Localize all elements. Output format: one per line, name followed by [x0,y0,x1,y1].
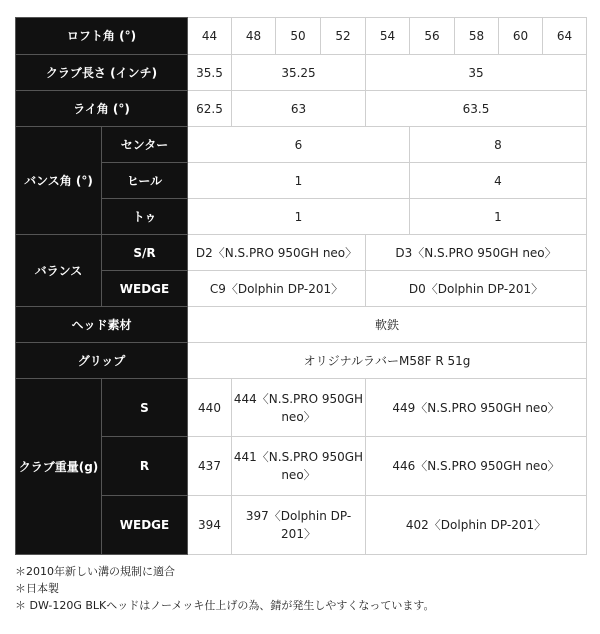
grip-row [16,343,587,379]
weight-r-value: 441〈N.S.PRO 950GH neo〉 [232,437,366,496]
loft-value: 48 [232,18,276,55]
head-value: 軟鉄 [188,307,587,343]
weight-label: クラブ重量(g) [16,379,102,555]
loft-value: 44 [188,18,232,55]
lie-value: 63.5 [366,91,587,127]
weight-r-value: 437 [188,437,232,496]
balance-label: バランス [16,235,102,307]
spec-table [15,17,587,555]
head-label: ヘッド素材 [16,307,188,343]
weight-r-value: 446〈N.S.PRO 950GH neo〉 [366,437,587,496]
balance-wedge-value: C9〈Dolphin DP-201〉 [188,271,366,307]
spec-table-container [15,17,586,555]
balance-sr-row [16,235,587,271]
balance-sr-value: D3〈N.S.PRO 950GH neo〉 [366,235,587,271]
length-value: 35.25 [232,55,366,91]
bounce-toe-value: 1 [188,199,410,235]
balance-sr-label: S/R [102,235,188,271]
weight-wedge-value: 394 [188,496,232,555]
balance-sr-value: D2〈N.S.PRO 950GH neo〉 [188,235,366,271]
bounce-center-row [16,127,587,163]
weight-r-label: R [102,437,188,496]
weight-s-value: 440 [188,379,232,437]
bounce-heel-value: 4 [410,163,587,199]
loft-value: 56 [410,18,455,55]
balance-wedge-label: WEDGE [102,271,188,307]
loft-row [16,18,587,55]
length-value: 35 [366,55,587,91]
bounce-center-label: センター [102,127,188,163]
grip-value: オリジナルラバーM58F R 51g [188,343,587,379]
lie-value: 63 [232,91,366,127]
bounce-toe-row [16,199,587,235]
weight-wedge-label: WEDGE [102,496,188,555]
weight-s-value: 444〈N.S.PRO 950GH neo〉 [232,379,366,437]
bounce-toe-label: トゥ [102,199,188,235]
lie-row [16,91,587,127]
lie-value: 62.5 [188,91,232,127]
bounce-heel-value: 1 [188,163,410,199]
loft-label: ロフト角 (°) [16,18,188,55]
grip-label: グリップ [16,343,188,379]
head-row [16,307,587,343]
bounce-center-value: 8 [410,127,587,163]
balance-wedge-value: D0〈Dolphin DP-201〉 [366,271,587,307]
bounce-toe-value: 1 [410,199,587,235]
weight-s-row [16,379,587,437]
loft-value: 60 [499,18,543,55]
weight-s-label: S [102,379,188,437]
bounce-heel-row [16,163,587,199]
weight-r-row [16,437,587,496]
footnote: ＊2010年新しい溝の規制に適合 [15,565,175,578]
bounce-center-value: 6 [188,127,410,163]
weight-s-value: 449〈N.S.PRO 950GH neo〉 [366,379,587,437]
length-label: クラブ長さ (インチ) [16,55,188,91]
footnotes [15,563,435,614]
loft-value: 54 [366,18,410,55]
weight-wedge-value: 397〈Dolphin DP-201〉 [232,496,366,555]
loft-value: 58 [455,18,499,55]
lie-label: ライ角 (°) [16,91,188,127]
loft-value: 64 [543,18,587,55]
loft-value: 52 [321,18,366,55]
bounce-heel-label: ヒール [102,163,188,199]
footnote: ＊日本製 [15,582,59,595]
footnote: ＊ DW-120G BLKヘッドはノーメッキ仕上げの為、錆が発生しやすくなっています。 [15,599,435,612]
weight-wedge-value: 402〈Dolphin DP-201〉 [366,496,587,555]
length-value: 35.5 [188,55,232,91]
length-row [16,55,587,91]
weight-wedge-row [16,496,587,555]
bounce-label: バンス角 (°) [16,127,102,235]
loft-value: 50 [276,18,321,55]
balance-wedge-row [16,271,587,307]
